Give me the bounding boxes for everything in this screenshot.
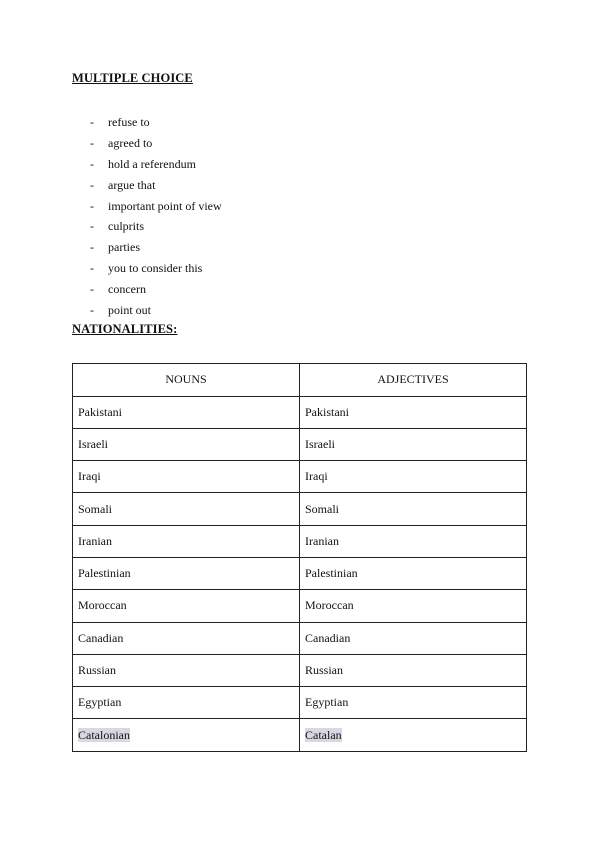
table-row [73, 654, 527, 686]
noun-cell: Canadian [73, 622, 300, 654]
noun-cell: Israeli [73, 428, 300, 460]
noun-cell [73, 719, 300, 751]
table-row [73, 590, 527, 622]
list-item-text: hold a referendum [108, 156, 196, 171]
list-item-text: refuse to [108, 115, 150, 129]
bullet-dash: - [90, 261, 94, 276]
vocabulary-list [90, 113, 222, 322]
list-item-text: you to consider this [108, 261, 203, 276]
list-item-text: culprits [108, 219, 144, 234]
bullet-dash: - [90, 177, 94, 192]
column-header-adjectives: ADJECTIVES [300, 364, 527, 397]
adjective-cell: Canadian [300, 622, 527, 654]
table-row [73, 493, 527, 525]
table-row [73, 396, 527, 428]
noun-cell: Pakistani [73, 396, 300, 428]
list-item [90, 197, 222, 218]
list-item [90, 134, 222, 155]
highlighted-text: Catalonian [78, 727, 130, 742]
adjective-cell [300, 719, 527, 751]
noun-cell: Iraqi [73, 461, 300, 493]
table-header-row [73, 364, 527, 397]
bullet-dash: - [90, 156, 94, 171]
adjective-cell: Iranian [300, 525, 527, 557]
highlighted-text: Catalan [305, 727, 342, 742]
adjective-cell: Moroccan [300, 590, 527, 622]
noun-cell: Moroccan [73, 590, 300, 622]
adjective-cell: Pakistani [300, 396, 527, 428]
noun-cell: Russian [73, 654, 300, 686]
list-item-text: point out [108, 303, 152, 318]
table-row [73, 557, 527, 589]
list-item [90, 176, 222, 197]
column-header-nouns: NOUNS [73, 364, 300, 397]
list-item [90, 259, 222, 280]
table-row [73, 525, 527, 557]
adjective-cell: Russian [300, 654, 527, 686]
table-row [73, 461, 527, 493]
bullet-dash: - [90, 219, 94, 234]
adjective-cell: Somali [300, 493, 527, 525]
list-item [90, 113, 222, 134]
table-row [73, 719, 527, 751]
noun-cell: Somali [73, 493, 300, 525]
list-item-text: parties [108, 240, 140, 255]
noun-cell: Palestinian [73, 557, 300, 589]
list-item-text: concern [108, 282, 146, 297]
list-item-text: agreed to [108, 135, 153, 150]
adjective-cell: Iraqi [300, 461, 527, 493]
table-row [73, 622, 527, 654]
list-item [90, 301, 222, 322]
bullet-dash: - [90, 282, 94, 297]
noun-cell: Egyptian [73, 687, 300, 719]
list-item [90, 280, 222, 301]
list-item [90, 155, 222, 176]
adjective-cell: Palestinian [300, 557, 527, 589]
list-item [90, 238, 222, 259]
table-row [73, 428, 527, 460]
nationalities-table [72, 363, 527, 752]
adjective-cell: Egyptian [300, 687, 527, 719]
table-row [73, 687, 527, 719]
bullet-dash: - [90, 303, 94, 318]
nationalities-heading: NATIONALITIES: [72, 322, 178, 336]
bullet-dash: - [90, 198, 94, 213]
bullet-dash: - [90, 135, 94, 150]
adjective-cell: Israeli [300, 428, 527, 460]
list-item [90, 217, 222, 238]
list-item-text: argue that [108, 177, 156, 192]
bullet-dash: - [90, 115, 94, 129]
bullet-dash: - [90, 240, 94, 255]
noun-cell: Iranian [73, 525, 300, 557]
multiple-choice-heading: MULTIPLE CHOICE [72, 71, 193, 85]
list-item-text: important point of view [108, 198, 222, 213]
